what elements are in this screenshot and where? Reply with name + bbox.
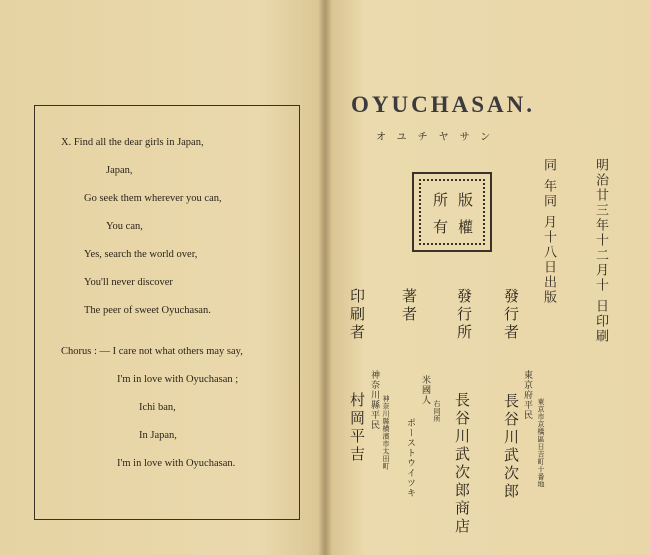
- publisher-address: 東京府平民: [522, 370, 532, 420]
- publish-date: 同 年同 月十八日出版: [541, 158, 556, 306]
- publisher-name: 長谷川武次郎: [502, 393, 520, 501]
- author-nationality: 米國人: [420, 375, 430, 405]
- publisher-address-detail: 東京市京橋區日吉町十番地: [537, 398, 545, 488]
- printer-address: 神奈川縣平民: [369, 370, 379, 430]
- chorus-line: Ichi ban,: [139, 402, 176, 413]
- author-note: 右同所: [433, 400, 441, 423]
- chorus-line: I'm in love with Oyuchasan ;: [117, 374, 239, 385]
- seal-char: 版: [458, 191, 474, 209]
- verse-frame: [34, 105, 300, 520]
- copyright-seal: [412, 172, 492, 252]
- verse-line: X. Find all the dear girls in Japan,: [61, 137, 204, 148]
- chorus-line: I'm in love with Oyuchasan.: [117, 458, 236, 469]
- printer-address-detail: 神奈川縣横濱市太田町: [382, 395, 390, 470]
- book-title: OYUCHASAN.: [351, 92, 535, 117]
- verse-line: The peer of sweet Oyuchasan.: [84, 305, 211, 316]
- chorus-line: Chorus : — I care not what others may say,: [61, 346, 243, 357]
- verse-line: Go seek them wherever you can,: [84, 193, 222, 204]
- verse-line: Japan,: [106, 165, 133, 176]
- seal-char: 所: [433, 191, 449, 209]
- printer-label: 印刷者: [348, 288, 366, 342]
- verse-line: Yes, search the world over,: [84, 249, 198, 260]
- author-label: 著者: [400, 288, 418, 324]
- verse-line: You can,: [106, 221, 143, 232]
- author-name: ポーストウイツキ: [405, 418, 415, 498]
- office-name: 長谷川武次郎商店: [453, 392, 471, 536]
- book-gutter: [318, 0, 332, 555]
- chorus-line: In Japan,: [139, 430, 177, 441]
- verse-line: You'll never discover: [84, 277, 173, 288]
- seal-char: 權: [458, 218, 474, 236]
- kana-title: オユチヤサン: [376, 132, 502, 143]
- office-label: 發行所: [455, 288, 473, 342]
- seal-char: 有: [433, 218, 449, 236]
- printer-name: 村岡平吉: [348, 392, 366, 464]
- seal-border: [419, 179, 485, 245]
- publisher-label: 發行者: [502, 288, 520, 342]
- print-date: 明治廿三年十二月十 日印刷: [593, 158, 608, 345]
